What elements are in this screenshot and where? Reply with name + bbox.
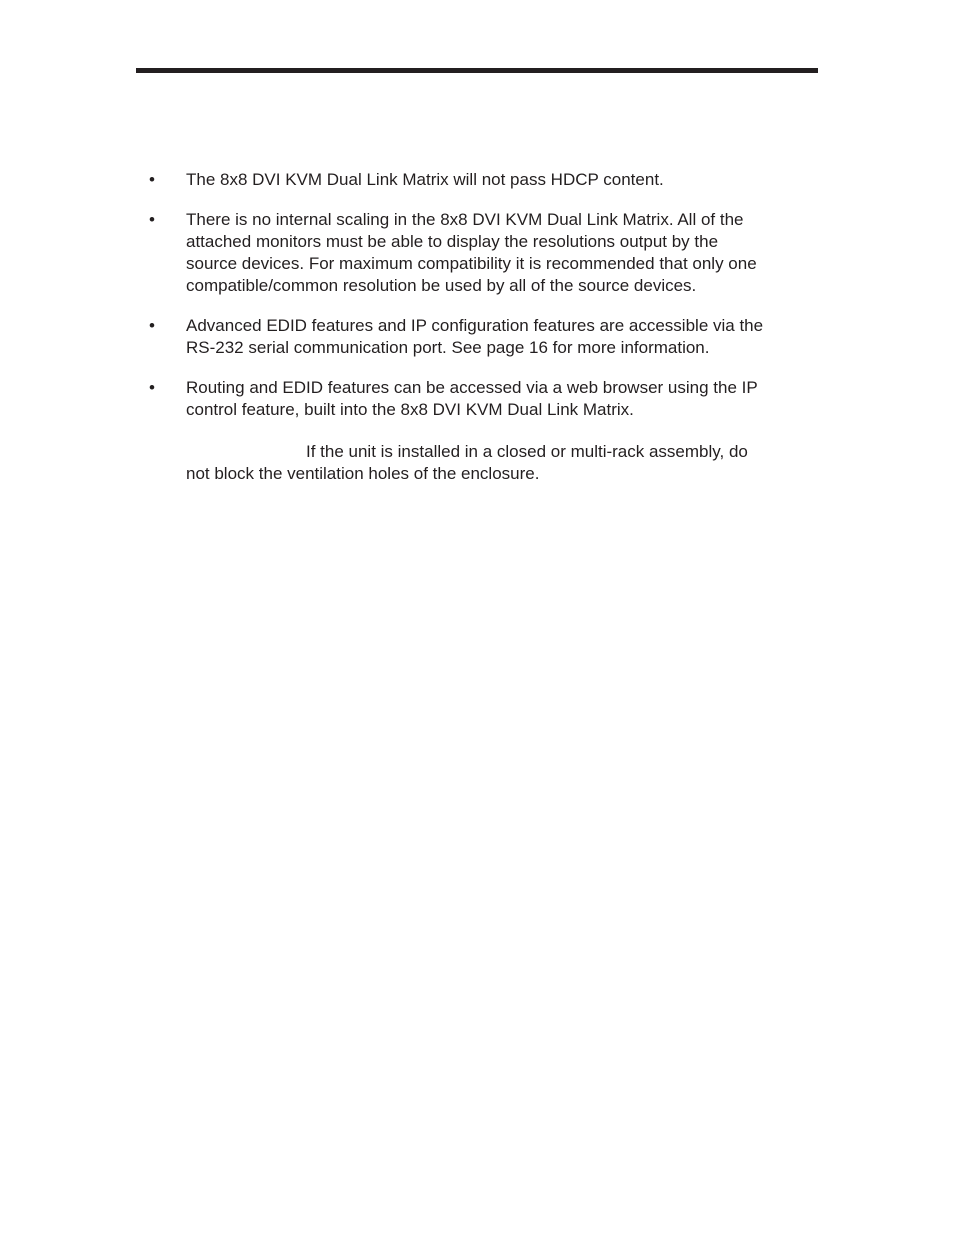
bullet-icon: • xyxy=(149,316,155,335)
text-line: attached monitors must be able to display the resolutions output by the xyxy=(186,232,719,251)
bullet-icon: • xyxy=(149,210,155,229)
text-line: There is no internal scaling in the 8x8 DVI KVM Dual Link Matrix. All of the xyxy=(186,210,744,229)
list-item-text xyxy=(186,315,811,359)
text-line: Routing and EDID features can be accessed via a web browser using the IP xyxy=(186,378,758,397)
notes-section xyxy=(0,169,954,485)
text-line: Advanced EDID features and IP configuration features are accessible via the xyxy=(186,316,764,335)
text-line: The 8x8 DVI KVM Dual Link Matrix will not pass HDCP content. xyxy=(186,170,664,189)
list-item-text xyxy=(186,209,811,297)
text-line: control feature, built into the 8x8 DVI KVM Dual Link Matrix. xyxy=(186,400,634,419)
text-line: compatible/common resolution be used by all of the source devices. xyxy=(186,276,697,295)
bullet-icon: • xyxy=(149,170,155,189)
text-line: source devices. For maximum compatibility it is recommended that only one xyxy=(186,254,757,273)
text-line: RS-232 serial communication port. See page 16 for more information. xyxy=(186,338,710,357)
note-line: If the unit is installed in a closed or multi-rack assembly, do xyxy=(306,442,748,461)
list-item-text xyxy=(186,169,811,191)
list-item-text xyxy=(186,377,811,421)
bullet-icon: • xyxy=(149,378,155,397)
note-line: not block the ventilation holes of the enclosure. xyxy=(186,464,540,483)
list-item xyxy=(0,209,954,297)
ventilation-note xyxy=(186,441,811,485)
list-item xyxy=(0,315,954,359)
list-item xyxy=(0,377,954,421)
list-item xyxy=(0,169,954,191)
header-rule xyxy=(136,68,818,73)
